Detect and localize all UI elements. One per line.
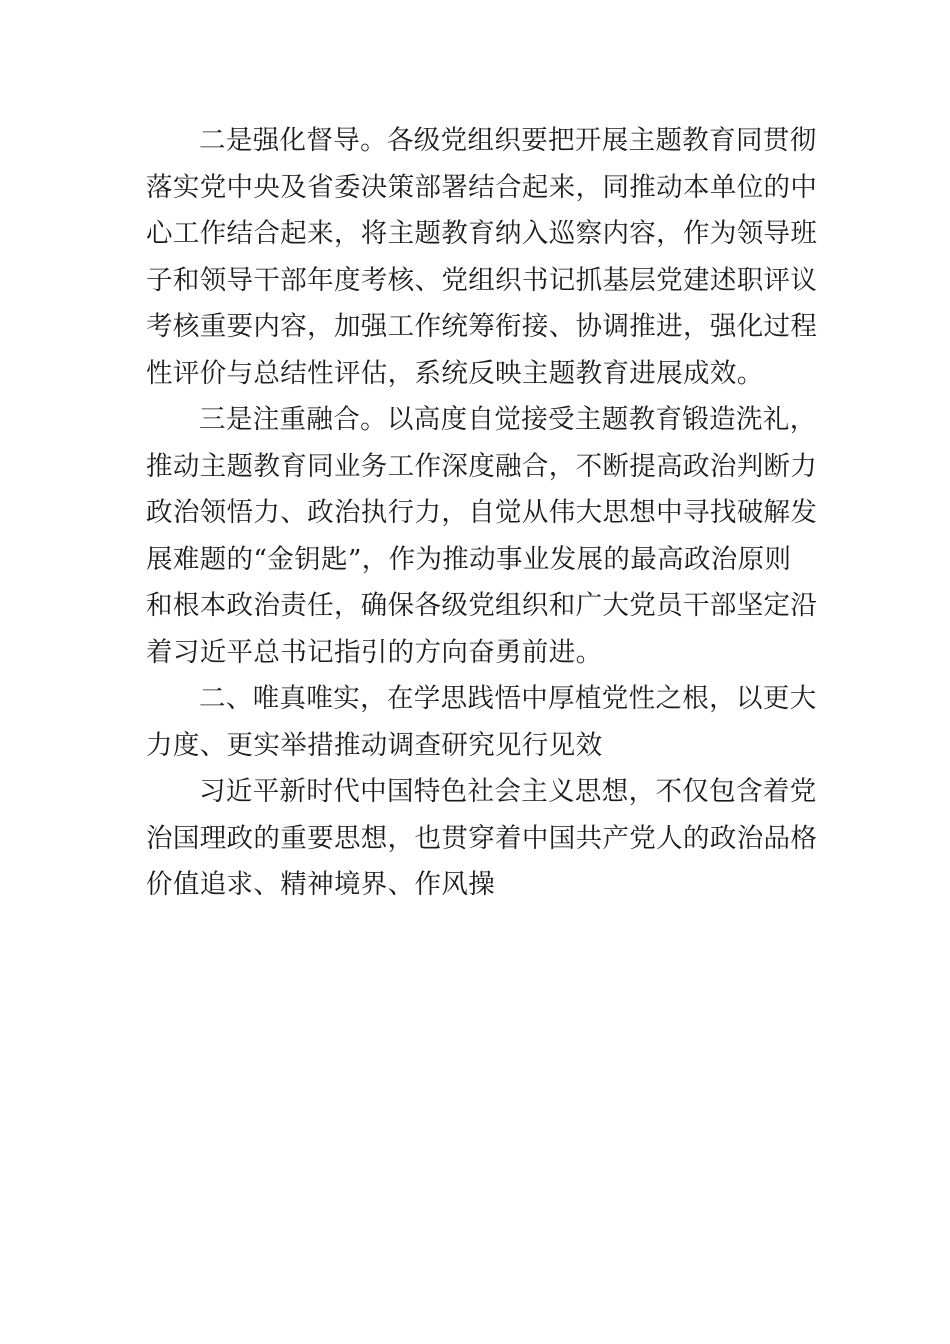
text-line: 二、唯真唯实，在学思践悟中厚植党性之根，以更大 <box>199 683 817 714</box>
text-line: 治国理政的重要思想，也贯穿着中国共产党人的政治品格 <box>146 822 818 854</box>
text-line: 政治领悟力、政治执行力，自觉从伟大思想中寻找破解发 <box>146 497 818 528</box>
text-line: 着习近平总书记指引的方向奋勇前进。 <box>146 636 603 668</box>
text-line: 考核重要内容，加强工作统筹衔接、协调推进，强化过程 <box>146 311 818 342</box>
text-line: 习近平新时代中国特色社会主义思想，不仅包含着党 <box>199 776 817 807</box>
text-line: 展难题的“金钥匙”，作为推动事业发展的最高政治原则 <box>146 543 792 575</box>
text-line: 三是注重融合。以高度自觉接受主题教育锻造洗礼， <box>199 404 817 435</box>
paragraph-focus-integration <box>146 397 818 676</box>
document-body <box>146 118 818 909</box>
paragraph-thought <box>146 769 818 909</box>
text-line: 二是强化督导。各级党组织要把开展主题教育同贯彻 <box>199 125 817 156</box>
text-line: 力度、更实举措推动调查研究见行见效 <box>146 729 603 761</box>
text-line: 价值追求、精神境界、作风操 <box>146 869 496 900</box>
text-line: 推动主题教育同业务工作深度融合，不断提高政治判断力 <box>146 450 818 482</box>
section-heading-two <box>146 676 817 769</box>
text-line: 心工作结合起来，将主题教育纳入巡察内容，作为领导班 <box>146 218 818 249</box>
paragraph-strengthen-supervision <box>146 118 818 397</box>
text-line: 落实党中央及省委决策部署结合起来，同推动本单位的中 <box>146 171 818 203</box>
text-line: 和根本政治责任，确保各级党组织和广大党员干部坚定沿 <box>146 590 818 621</box>
text-line: 性评价与总结性评估，系统反映主题教育进展成效。 <box>146 357 764 389</box>
text-line: 子和领导干部年度考核、党组织书记抓基层党建述职评议 <box>146 264 818 296</box>
